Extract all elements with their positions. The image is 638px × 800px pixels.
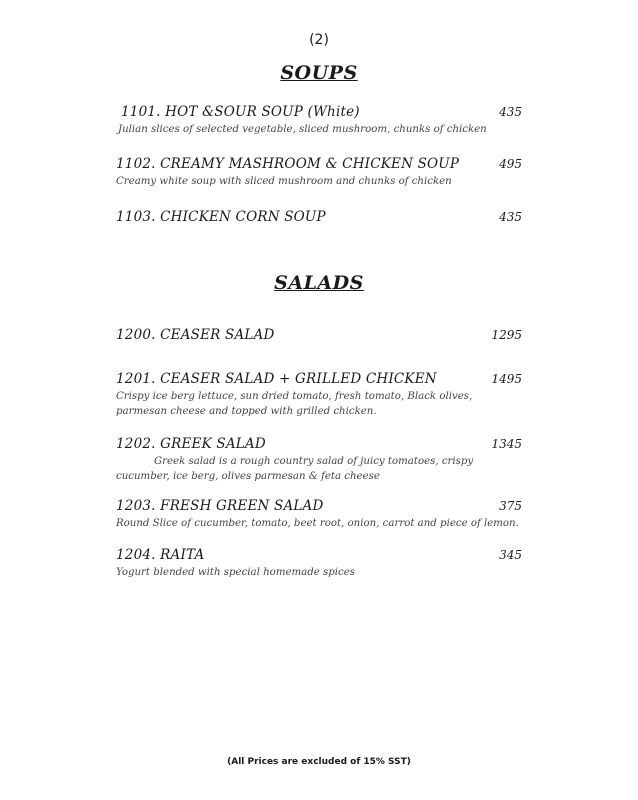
item-name: 1203. FRESH GREEN SALAD (116, 498, 324, 514)
item-price: 1295 (491, 328, 522, 342)
menu-item-chicken-corn-soup (116, 209, 522, 227)
item-price: 1495 (491, 372, 522, 386)
item-name: 1200. CEASER SALAD (116, 327, 275, 343)
section-title-soups: SOUPS (280, 62, 358, 84)
item-description: Creamy white soup with sliced mushroom and chunks of chicken (116, 176, 452, 187)
item-price: 435 (499, 210, 522, 224)
item-name: 1201. CEASER SALAD + GRILLED CHICKEN (116, 371, 437, 387)
item-name: 1101. HOT &SOUR SOUP (White) (121, 104, 360, 120)
item-price: 1345 (491, 437, 522, 451)
menu-item-ceaser-salad-grilled-chicken (116, 371, 522, 419)
item-price: 345 (499, 548, 522, 562)
menu-item-ceaser-salad (116, 327, 522, 345)
item-price: 435 (499, 105, 522, 119)
item-description: Julian slices of selected vegetable, sliced mushroom, chunks of chicken (118, 124, 487, 135)
price-disclaimer: (All Prices are excluded of 15% SST) (227, 757, 411, 767)
item-price: 375 (499, 499, 522, 513)
menu-item-hot-sour-soup (118, 104, 522, 137)
menu-item-raita (116, 547, 522, 580)
item-name: 1102. CREAMY MASHROOM & CHICKEN SOUP (116, 156, 460, 172)
section-title-salads: SALADS (274, 272, 364, 294)
item-description: Round Slice of cucumber, tomato, beet root, onion, carrot and piece of lemon. (116, 518, 519, 529)
item-name: 1202. GREEK SALAD (116, 436, 266, 452)
item-description: Crispy ice berg lettuce, sun dried tomato, fresh tomato, Black olives, parmesan cheese and topped with grilled chicken. (116, 391, 473, 417)
item-price: 495 (499, 157, 522, 171)
menu-item-creamy-mushroom-chicken-soup (116, 156, 522, 189)
item-description: Yogurt blended with special homemade spices (116, 567, 355, 578)
page-number: (2) (309, 32, 329, 48)
menu-item-fresh-green-salad (116, 498, 522, 531)
item-description: Greek salad is a rough country salad of juicy tomatoes, crispy cucumber, ice berg, olives parmesan & feta cheese (116, 456, 474, 482)
item-name: 1103. CHICKEN CORN SOUP (116, 209, 326, 225)
item-name: 1204. RAITA (116, 547, 205, 563)
menu-item-greek-salad (116, 436, 522, 484)
